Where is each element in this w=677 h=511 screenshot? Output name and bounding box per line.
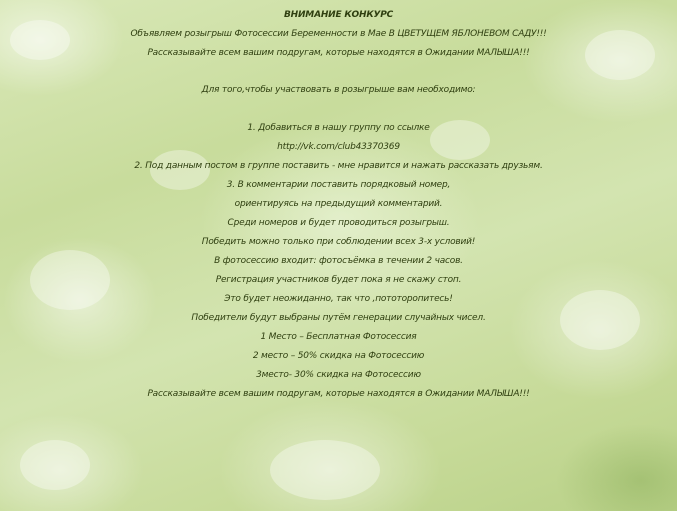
prize-second: 2 место – 50% скидка на Фотосессию: [252, 351, 425, 361]
announcement-line: Рассказывайте всем вашим подругам, которые находятся в Ожидании МАЛЫША!!!: [147, 48, 530, 58]
announcement-line: Среди номеров и будет проводиться розыгрыш.: [227, 218, 450, 228]
announcement-line: Объявляем розыгрыш Фотосессии Беременности в Мае В ЦВЕТУЩЕМ ЯБЛОНЕВОМ САДУ!!!: [130, 29, 547, 39]
announcement-line: ориентируясь на предыдущий комментарий.: [234, 199, 443, 209]
announcement-line: Рассказывайте всем вашим подругам, которые находятся в Ожидании МАЛЫША!!!: [147, 389, 530, 399]
prize-third: 3место- 30% скидка на Фотосессию: [256, 370, 421, 380]
group-link[interactable]: http://vk.com/club43370369: [277, 142, 400, 152]
announcement-line: 2. Под данным постом в группе поставить - мне нравится и нажать рассказать друзьям.: [134, 161, 543, 171]
prize-first: 1 Место – Бесплатная Фотосессия: [260, 332, 417, 342]
announcement-title: ВНИМАНИЕ КОНКУРС: [283, 10, 394, 20]
announcement-line: Для того,чтобы участвовать в розыгрыше вам необходимо:: [201, 85, 476, 95]
announcement-line: Это будет неожиданно, так что ,пототоропитесь!: [224, 294, 453, 304]
blossom-decoration: [270, 440, 380, 500]
announcement-line: 3. В комментарии поставить порядковый номер,: [226, 180, 451, 190]
announcement-line: Победители будут выбраны путём генерации случайных чисел.: [191, 313, 486, 323]
blossom-decoration: [20, 440, 90, 490]
announcement-line: В фотосессию входит: фотосъёмка в течении 2 часов.: [214, 256, 463, 266]
announcement-line: Победить можно только при соблюдении всех 3-х условий!: [201, 237, 476, 247]
announcement-line: Регистрация участников будет пока я не скажу стоп.: [215, 275, 462, 285]
announcement-line: 1. Добавиться в нашу группу по ссылке: [247, 123, 430, 133]
